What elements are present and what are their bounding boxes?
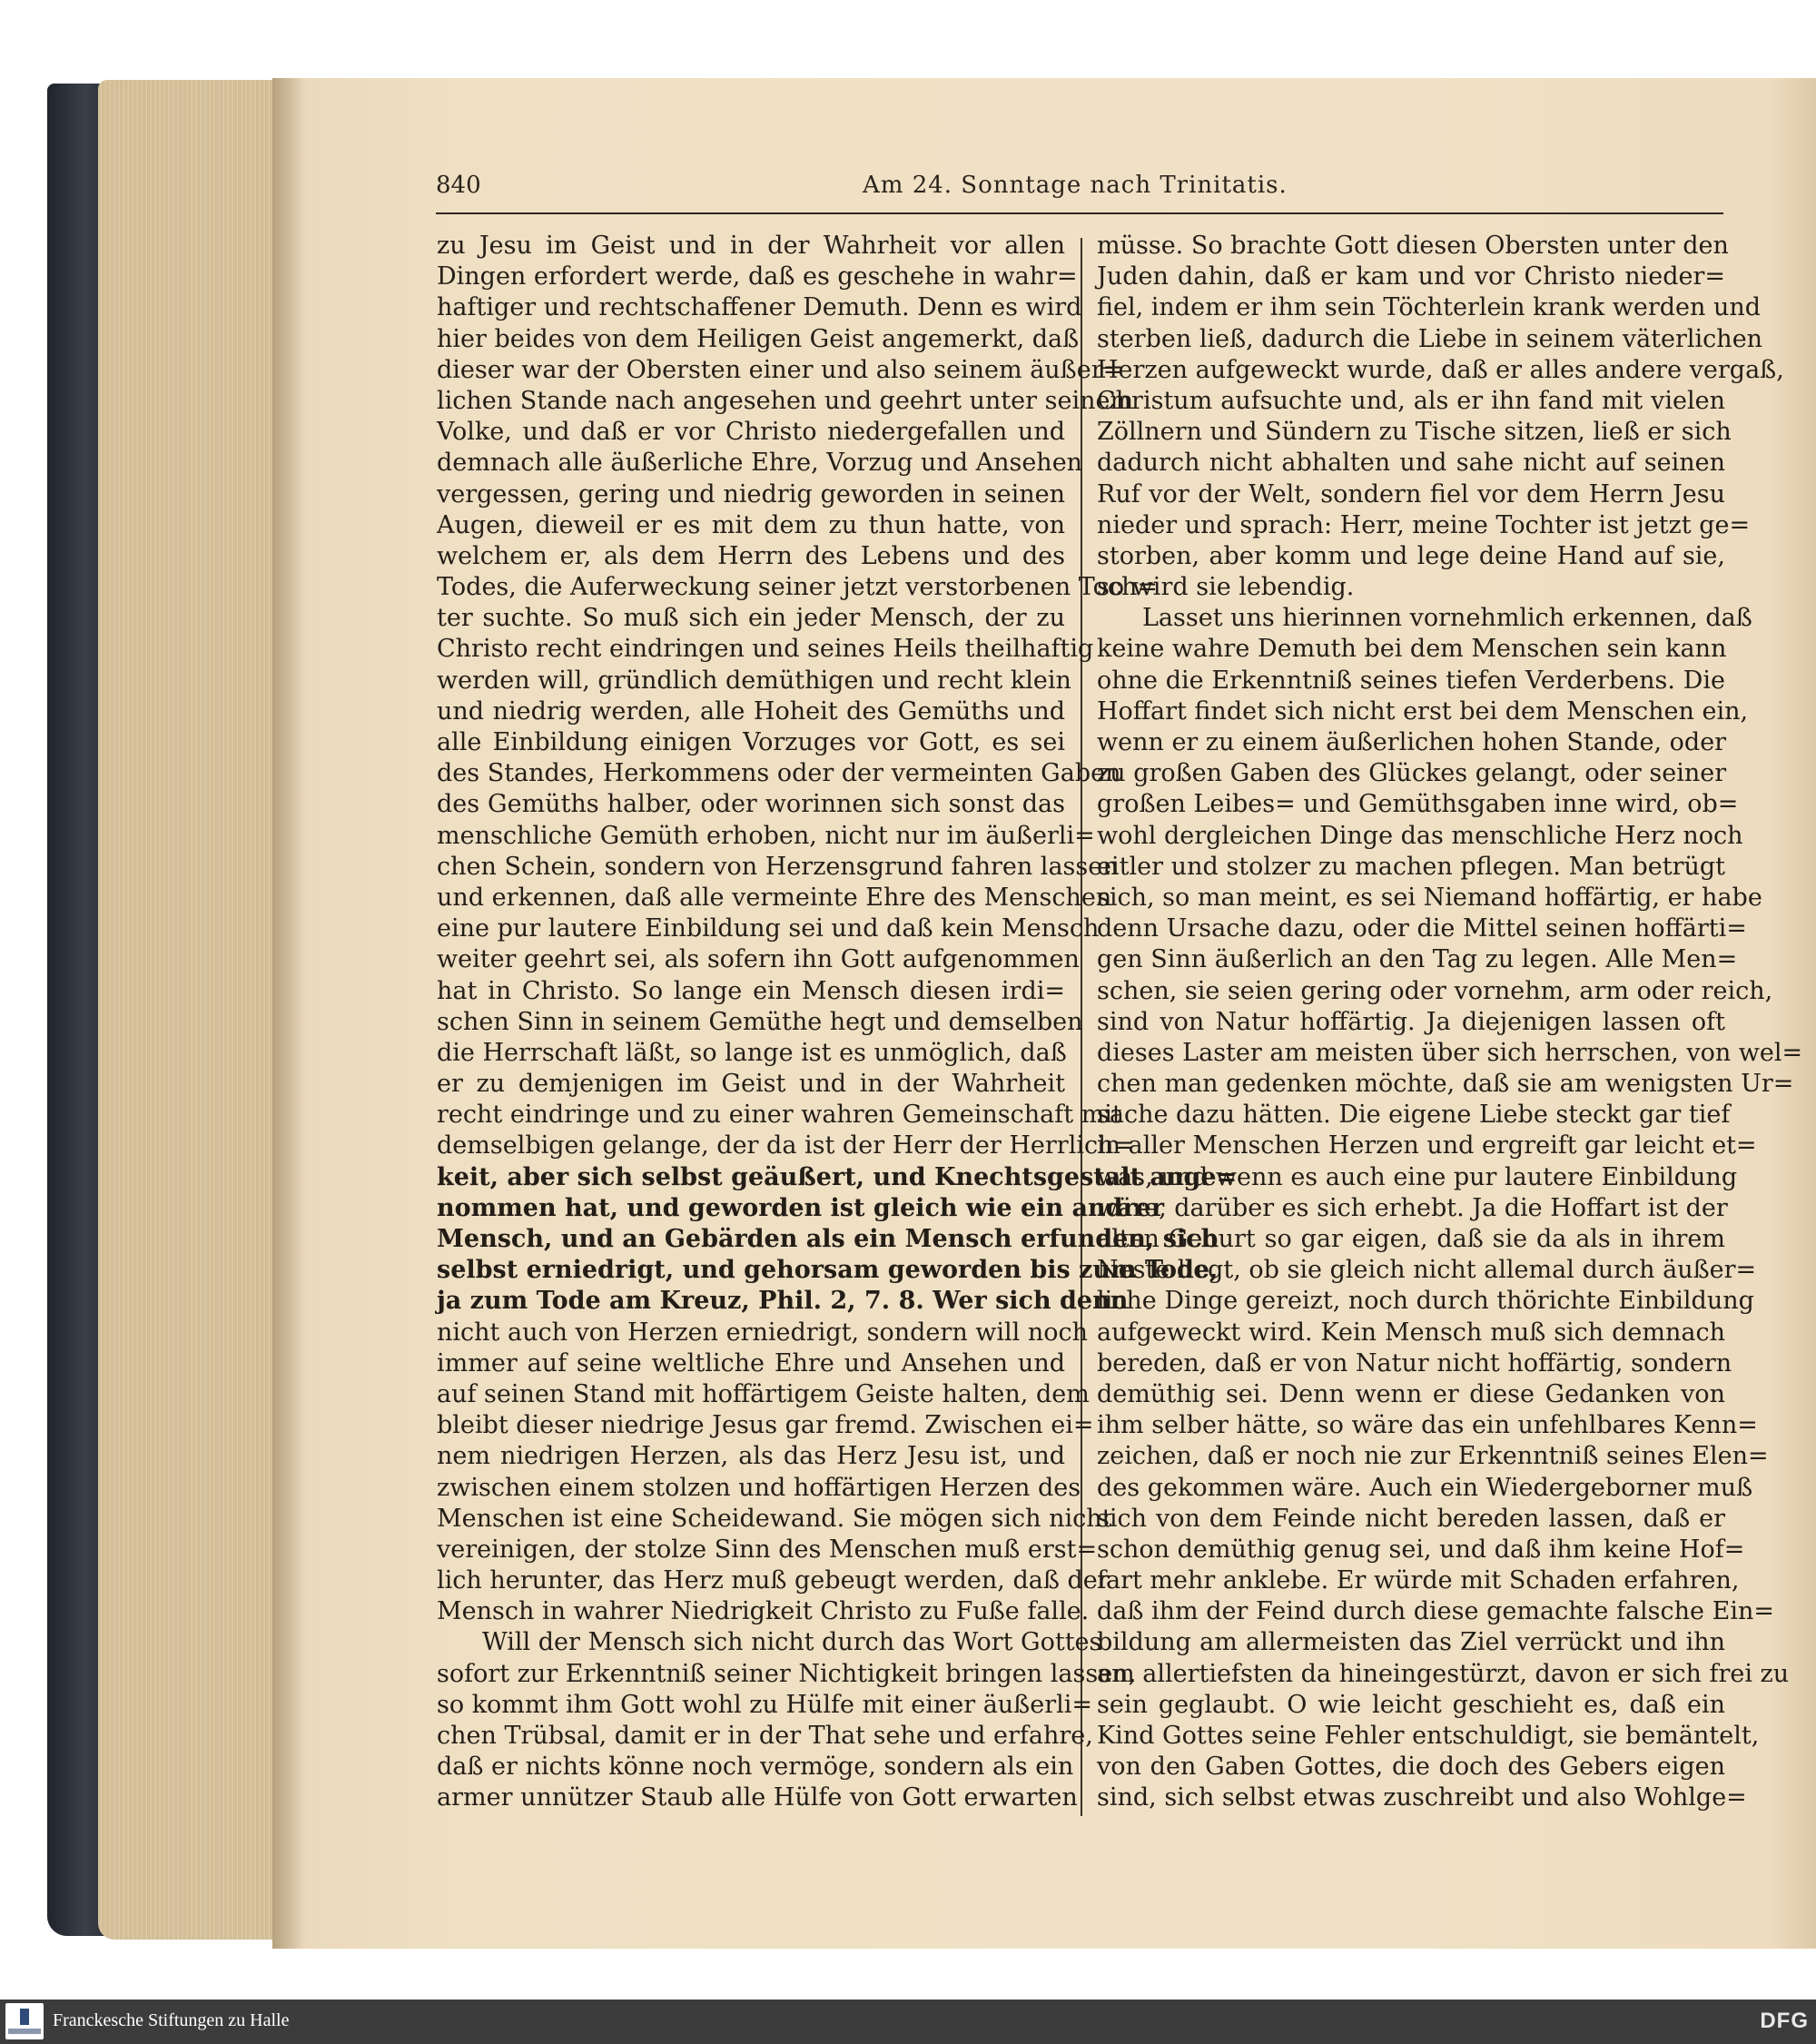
text-line: liche Dinge gereizt, noch durch thörichte Einbildung [1097, 1287, 1754, 1316]
text-line: weiter geehrt sei, als sofern ihn Gott aufgenommen [437, 945, 1080, 974]
text-line: nicht auch von Herzen erniedrigt, sondern will noch [437, 1318, 1089, 1347]
text-line: keine wahre Demuth bei dem Menschen sein kann [1097, 635, 1727, 664]
text-line: immer auf seine weltliche Ehre und Ansehen und [437, 1348, 1065, 1377]
text-line: am allertiefsten da hineingestürzt, davon er sich frei zu [1097, 1659, 1790, 1688]
text-line: dadurch nicht abhalten und sahe nicht auf seinen [1097, 449, 1725, 478]
text-line: ohne die Erkenntniß seines tiefen Verderbens. Die [1097, 666, 1725, 695]
text-line: was, und wenn es auch eine pur lautere Einbildung [1097, 1162, 1738, 1191]
text-line: welchem er, als dem Herrn des Lebens und des [437, 541, 1065, 570]
text-line: selbst erniedrigt, und gehorsam geworden bis zum Tode, [437, 1256, 1219, 1285]
text-line: demselbigen gelange, der da ist der Herr der Herrlich= [437, 1131, 1135, 1160]
text-line: wohl dergleichen Dinge das menschliche Herz noch [1097, 821, 1743, 850]
running-head [436, 168, 1725, 206]
text-line: zeichen, daß er noch nie zur Erkenntniß seines Elen= [1097, 1442, 1769, 1471]
text-line: chen Trübsal, damit er in der That sehe und erfahre, [437, 1722, 1093, 1750]
text-line: eine pur lautere Einbildung sei und daß kein Mensch [437, 914, 1100, 943]
text-line: Ruf vor der Welt, sondern fiel vor dem Herrn Jesu [1097, 479, 1725, 509]
text-line: lich herunter, das Herz muß gebeugt werden, daß der [437, 1566, 1110, 1595]
text-line: demüthig sei. Denn wenn er diese Gedanken von [1097, 1379, 1725, 1408]
text-line: ihm selber hätte, so wäre das ein unfehlbares Kenn= [1097, 1411, 1758, 1440]
text-line: ja zum Tode am Kreuz, Phil. 2, 7. 8. Wer sich denn [437, 1287, 1129, 1316]
text-line: chen man gedenken möchte, daß sie am wenigsten Ur= [1097, 1070, 1794, 1099]
text-line: nieder und sprach: Herr, meine Tochter ist jetzt ge= [1097, 510, 1751, 539]
text-line: des Gemüths halber, oder worinnen sich sonst das [437, 790, 1065, 819]
text-line: schen, sie seien gering oder vornehm, arm oder reich, [1097, 976, 1773, 1005]
text-line: bildung am allermeisten das Ziel verrückt und ihn [1097, 1628, 1725, 1657]
text-line: Volke, und daß er vor Christo niedergefallen und [437, 418, 1065, 447]
page-number: 840 [436, 172, 481, 199]
text-line: daß er nichts könne noch vermöge, sondern als ein [437, 1753, 1074, 1782]
text-line: Christo recht eindringen und seines Heils theilhaftig [437, 635, 1094, 664]
text-line: nommen hat, und geworden ist gleich wie ein andrer [437, 1193, 1165, 1222]
text-line: fart mehr anklebe. Er würde mit Schaden erfahren, [1097, 1566, 1740, 1595]
text-line: sache dazu hätten. Die eigene Liebe steckt gar tief [1097, 1101, 1731, 1130]
text-line: schen Sinn in seinem Gemüthe hegt und demselben [437, 1007, 1083, 1036]
text-line: storben, aber komm und lege deine Hand auf sie, [1097, 541, 1725, 570]
text-line: so wird sie lebendig. [1097, 573, 1355, 602]
text-line: müsse. So brachte Gott diesen Obersten unter den [1097, 232, 1729, 260]
text-line: lichen Stande nach angesehen und geehrt unter seinem [437, 386, 1134, 415]
text-line: zu großen Gaben des Glückes gelangt, oder seiner [1097, 759, 1727, 788]
text-line: menschliche Gemüth erhoben, nicht nur im äußerli= [437, 821, 1095, 850]
text-line: recht eindringe und zu einer wahren Gemeinschaft mit [437, 1101, 1122, 1130]
text-line: so kommt ihm Gott wohl zu Hülfe mit einer äußerli= [437, 1690, 1092, 1719]
text-line: des gekommen wäre. Auch ein Wiedergeborner muß [1097, 1473, 1753, 1502]
text-line: die Herrschaft läßt, so lange ist es unmöglich, daß [437, 1038, 1067, 1067]
text-line: wenn er zu einem äußerlichen hohen Stande, oder [1097, 728, 1727, 756]
text-line: sterben ließ, dadurch die Liebe in seinem väterlichen [1097, 324, 1763, 353]
text-line: dieses Laster am meisten über sich herrschen, von wel= [1097, 1038, 1803, 1067]
text-line: eitler und stolzer zu machen pflegen. Man betrügt [1097, 852, 1725, 881]
text-line: und niedrig werden, alle Hoheit des Gemüths und [437, 696, 1065, 726]
text-line: Hoffart findet sich nicht erst bei dem Menschen ein, [1097, 696, 1749, 726]
text-line: in aller Menschen Herzen und ergreift gar leicht et= [1097, 1131, 1757, 1160]
text-line: Augen, dieweil er es mit dem zu thun hatte, von [437, 510, 1065, 539]
text-line: sind von Natur hoffärtig. Ja diejenigen lassen oft [1097, 1007, 1725, 1036]
text-line: hier beides von dem Heiligen Geist angemerkt, daß [437, 324, 1080, 353]
dfg-logo: DFG [1760, 2009, 1809, 2033]
text-line: werden will, gründlich demüthigen und recht klein [437, 666, 1071, 695]
text-line: er zu demjenigen im Geist und in der Wahrheit [437, 1070, 1065, 1099]
text-line: sich von dem Feinde nicht bereden lassen, daß er [1097, 1504, 1725, 1533]
institution-logo-text [8, 2029, 41, 2034]
text-line: Herzen aufgeweckt wurde, daß er alles andere vergaß, [1097, 355, 1784, 384]
text-line: vereinigen, der stolze Sinn des Menschen muß erst= [437, 1535, 1098, 1564]
text-line: aufgeweckt wird. Kein Mensch muß sich demnach [1097, 1318, 1725, 1347]
institution-name: Franckesche Stiftungen zu Halle [53, 2010, 290, 2030]
text-line: Christum aufsuchte und, als er ihn fand mit vielen [1097, 386, 1725, 415]
text-line: bleibt dieser niedrige Jesus gar fremd. Zwischen ei= [437, 1411, 1094, 1440]
header-rule [436, 212, 1723, 214]
text-column-right [1097, 231, 1803, 1814]
text-line: Will der Mensch sich nicht durch das Wort Gottes [482, 1628, 1102, 1657]
text-line: gen Sinn äußerlich an den Tag zu legen. Alle Men= [1097, 945, 1738, 974]
text-line: ter suchte. So muß sich ein jeder Mensch, der zu [437, 604, 1065, 633]
text-line: Mensch in wahrer Niedrigkeit Christo zu Fuße falle. [437, 1597, 1090, 1626]
text-line: bereden, daß er von Natur nicht hoffärtig, sondern [1097, 1348, 1732, 1377]
text-line: sich, so man meint, es sei Niemand hoffärtig, er habe [1097, 883, 1762, 912]
text-line: zu Jesu im Geist und in der Wahrheit vor allen [437, 232, 1065, 260]
text-line: Menschen ist eine Scheidewand. Sie mögen sich nicht [437, 1504, 1112, 1533]
text-line: hat in Christo. So lange ein Mensch diesen irdi= [437, 976, 1065, 1005]
footer-bar [0, 2000, 1816, 2044]
text-line: Zöllnern und Sündern zu Tische sitzen, ließ er sich [1097, 418, 1732, 447]
text-line: Lasset uns hierinnen vornehmlich erkennen, daß [1142, 604, 1752, 633]
text-line: alle Einbildung einigen Vorzuges vor Gott, es sei [437, 728, 1065, 756]
gutter-shadow [272, 78, 303, 1949]
text-line: sofort zur Erkenntniß seiner Nichtigkeit bringen lassen, [437, 1659, 1137, 1688]
text-line: alten Geburt so gar eigen, daß sie da als in ihrem [1097, 1225, 1725, 1253]
text-line: haftiger und rechtschaffener Demuth. Denn es wird [437, 293, 1082, 322]
text-line: schon demüthig genug sei, und daß ihm keine Hof= [1097, 1535, 1745, 1564]
text-line: Neste liegt, ob sie gleich nicht allemal durch äußer= [1097, 1256, 1757, 1285]
text-line: auf seinen Stand mit hoffärtigem Geiste halten, dem [437, 1379, 1090, 1408]
text-line: denn Ursache dazu, oder die Mittel seinen hoffärti= [1097, 914, 1747, 943]
text-line: daß ihm der Feind durch diese gemachte falsche Ein= [1097, 1597, 1774, 1626]
text-line: Todes, die Auferweckung seiner jetzt verstorbenen Toch= [437, 573, 1159, 602]
text-line: dieser war der Obersten einer und also seinem äußer= [437, 355, 1124, 384]
text-line: demnach alle äußerliche Ehre, Vorzug und Ansehen [437, 449, 1083, 478]
text-line: chen Schein, sondern von Herzensgrund fahren lassen [437, 852, 1119, 881]
text-line: fiel, indem er ihm sein Töchterlein krank werden und [1097, 293, 1762, 322]
text-line: und erkennen, daß alle vermeinte Ehre des Menschen [437, 883, 1112, 912]
text-line: Juden dahin, daß er kam und vor Christo nieder= [1097, 262, 1725, 291]
running-title: Am 24. Sonntage nach Trinitatis. [863, 172, 1288, 199]
text-line: des Standes, Herkommens oder der vermeinten Gaben [437, 759, 1121, 788]
text-line: nem niedrigen Herzen, als das Herz Jesu ist, und [437, 1442, 1065, 1471]
text-line: wäre, darüber es sich erhebt. Ja die Hoffart ist der [1097, 1193, 1728, 1222]
institution-logo [5, 2003, 44, 2039]
text-line: armer unnützer Staub alle Hülfe von Gott erwarten [437, 1783, 1078, 1812]
institution-logo-mark [20, 2009, 29, 2025]
text-line: sein geglaubt. O wie leicht geschieht es, daß ein [1097, 1690, 1725, 1719]
page-edges [98, 80, 284, 1940]
text-line: großen Leibes= und Gemüthsgaben inne wird, ob= [1097, 790, 1739, 819]
text-line: zwischen einem stolzen und hoffärtigen Herzen des [437, 1473, 1081, 1502]
text-line: Dingen erfordert werde, daß es geschehe in wahr= [437, 262, 1078, 291]
text-line: von den Gaben Gottes, die doch des Gebers eigen [1097, 1753, 1725, 1782]
text-line: keit, aber sich selbst geäußert, und Knechtsgestalt ange= [437, 1162, 1238, 1191]
text-line: Mensch, und an Gebärden als ein Mensch erfunden, sich [437, 1225, 1219, 1253]
text-line: Kind Gottes seine Fehler entschuldigt, sie bemäntelt, [1097, 1722, 1760, 1750]
text-line: vergessen, gering und niedrig geworden in seinen [437, 479, 1065, 509]
text-line: sind, sich selbst etwas zuschreibt und also Wohlge= [1097, 1783, 1747, 1812]
